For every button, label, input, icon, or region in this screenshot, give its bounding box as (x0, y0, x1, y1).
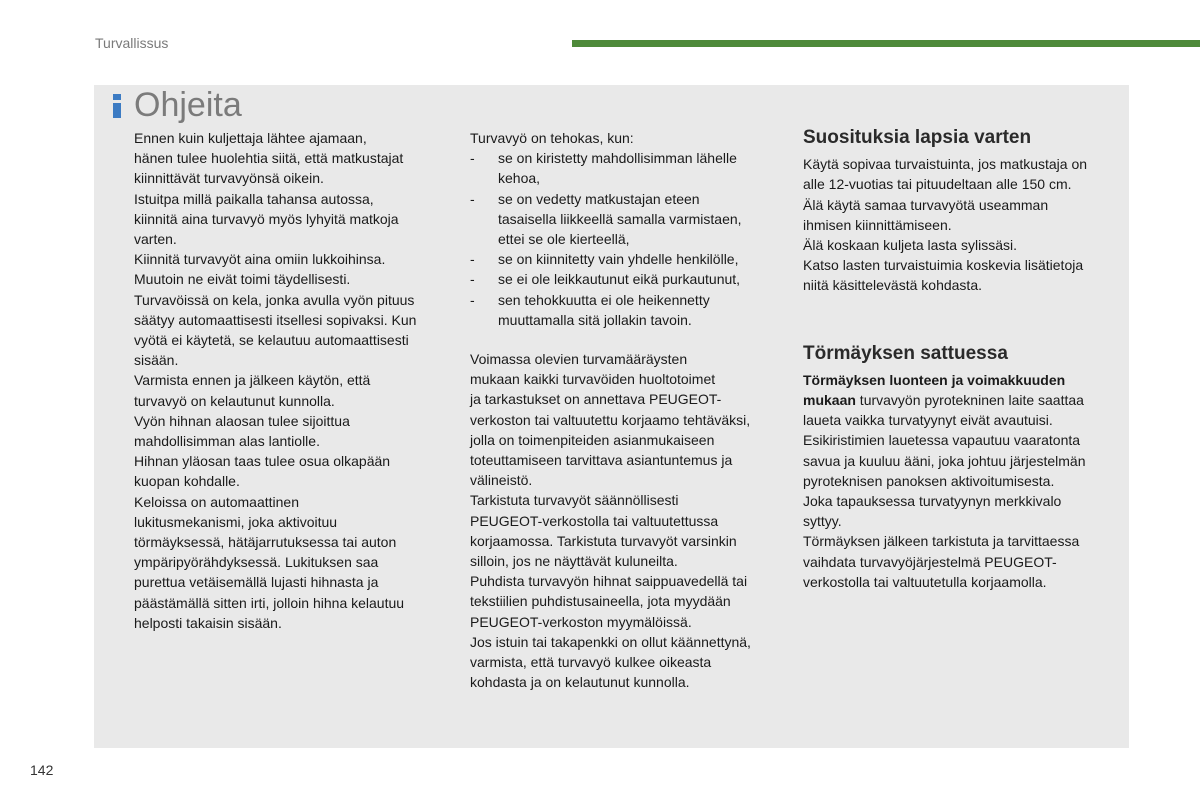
text-line: Joka tapauksessa turvatyynyn merkkivalo (803, 493, 1062, 510)
text-line: Älä koskaan kuljeta lasta sylissäsi. (803, 237, 1017, 254)
text-line: laueta vaikka turvatyynyt eivät avautuisi. (803, 412, 1053, 429)
text-line: Tarkistuta turvavyöt säännöllisesti (470, 492, 679, 509)
bold-text: mukaan (803, 392, 856, 409)
text-line: korjaamossa. Tarkistuta turvavyöt varsinkin (470, 532, 737, 549)
list-item (470, 148, 788, 188)
effectiveness-list (470, 148, 788, 330)
text-line: Voimassa olevien turvamääräysten (470, 351, 688, 368)
column-belt-care (470, 128, 788, 692)
text-line: savua ja kuuluu ääni, joka johtuu järjestelmän (803, 452, 1086, 469)
text-line: Hihnan yläosan taas tulee osua olkapään (134, 453, 391, 470)
text-line-mixed (803, 390, 1123, 410)
text-line: hänen tulee huolehtia siitä, että matkustajat (134, 150, 404, 167)
text-line: kiinnitä aina turvavyö myös lyhyitä matkoja (134, 210, 399, 227)
list-item-text: kehoa, (498, 170, 541, 187)
text-line: kuopan kohdalle. (134, 473, 240, 490)
list-item-text: sen tehokkuutta ei ole heikennetty (498, 291, 710, 308)
text-line: Vyön hihnan alaosan tulee sijoittua (134, 412, 350, 429)
text-line: verkoston tai valtuutettu korjaamo tehtäväksi, (470, 411, 751, 428)
text-line: silloin, jos ne näyttävät kuluneilta. (470, 553, 678, 570)
text-line: varten. (134, 231, 177, 248)
list-item-text: se on kiristetty mahdollisimman lähelle (498, 150, 737, 167)
text-line: kiinnittävät turvavyönsä oikein. (134, 170, 324, 187)
text-line: niitä käsittelevästä kohdasta. (803, 277, 982, 294)
text-line: Esikiristimien lauetessa vapautuu vaaratonta (803, 432, 1081, 449)
text-line: Törmäyksen jälkeen tarkistuta ja tarvittaessa (803, 533, 1080, 550)
list-item (470, 189, 788, 250)
list-item-text: muuttamalla sitä jollakin tavoin. (498, 311, 692, 328)
text-line: sisään. (134, 352, 179, 369)
text-line: mahdollisimman alas lantiolle. (134, 433, 320, 450)
text-line: tekstiilien puhdistusaineella, jota myydään (470, 593, 731, 610)
dash-bullet: - (470, 251, 475, 268)
column-general (134, 128, 454, 633)
list-item (470, 269, 788, 289)
page-number: 142 (30, 762, 54, 778)
text-line: Puhdista turvavyön hihnat saippuavedellä tai (470, 573, 748, 590)
text-line: varmista, että turvavyö kulkee oikeasta (470, 654, 712, 671)
text-line: Ennen kuin kuljettaja lähtee ajamaan, (134, 130, 367, 146)
text-line: Kiinnitä turvavyöt aina omiin lukkoihinsa. (134, 251, 386, 268)
text-line: purettua vetäisemällä lujasti hihnasta ja (134, 574, 379, 591)
text-line: ihmisen kiinnittämiseen. (803, 216, 952, 233)
text-line: Keloissa on automaattinen (134, 493, 299, 510)
text-line: pyroteknisen panoksen aktivoitumisesta. (803, 472, 1055, 489)
text-line: Jos istuin tai takapenkki on ollut käännettynä, (470, 633, 751, 650)
section-accent-bar (572, 40, 1200, 47)
page-title: Ohjeita (134, 86, 242, 124)
text-line: helposti takaisin sisään. (134, 614, 282, 631)
text-line: turvavyö on kelautunut kunnolla. (134, 392, 335, 409)
bold-text: Törmäyksen luonteen ja voimakkuuden (803, 371, 1066, 388)
list-item-text: se ei ole leikkautunut eikä purkautunut, (498, 271, 741, 288)
text-line: kohdasta ja on kelautunut kunnolla. (470, 674, 690, 691)
section-label: Turvallissus (95, 35, 169, 51)
column-children-and-crash (803, 128, 1123, 592)
text-line: vyötä ei käytetä, se kelautuu automaattisesti (134, 332, 409, 349)
text-line: Turvavöissä on kela, jonka avulla vyön pituus (134, 291, 415, 308)
list-intro: Turvavyö on tehokas, kun: (470, 130, 634, 146)
text-line: säätyy automaattisesti itsellesi sopivaksi. Kun (134, 311, 417, 328)
list-item-text: ettei se ole kierteellä, (498, 231, 630, 248)
text-span: turvavyön pyrotekninen laite saattaa (855, 392, 1084, 409)
text-line: Käytä sopivaa turvaistuinta, jos matkustaja on (803, 156, 1088, 173)
text-line: toteuttamiseen tarvittava asiantuntemus ja (470, 452, 733, 469)
text-line: PEUGEOT-verkoston myymälöissä. (470, 613, 692, 630)
text-line: jolla on toimenpiteiden asianmukaiseen (470, 431, 715, 448)
dash-bullet: - (470, 190, 475, 207)
dash-bullet: - (470, 150, 475, 167)
text-line: ympäripyörähdyksessä. Lukituksen saa (134, 554, 379, 571)
text-line: päästämällä sitten irti, jolloin hihna kelautuu (134, 594, 405, 611)
text-line: alle 12-vuotias tai pituudeltaan alle 150 cm. (803, 176, 1072, 193)
text-line: välineistö. (470, 472, 533, 489)
list-item-text: tasaisella liikkeellä samalla varmistaen, (498, 210, 742, 227)
info-icon (111, 94, 123, 118)
text-line: lukitusmekanismi, joka aktivoituu (134, 513, 338, 530)
text-line: ja tarkastukset on annettava PEUGEOT- (470, 391, 722, 408)
text-line: verkostolla tai valtuutetulla korjaamolla. (803, 573, 1047, 590)
section-heading-children: Suosituksia lapsia varten (803, 127, 1032, 148)
list-item (470, 249, 788, 269)
list-item-text: se on kiinnitetty vain yhdelle henkilölle, (498, 251, 739, 268)
text-line: mukaan kaikki turvavöiden huoltotoimet (470, 371, 716, 388)
text-line: Katso lasten turvaistuimia koskevia lisätietoja (803, 257, 1084, 274)
list-item (470, 290, 788, 330)
text-line: PEUGEOT-verkostolla tai valtuutettussa (470, 512, 719, 529)
dash-bullet: - (470, 291, 475, 308)
text-line: syttyy. (803, 513, 842, 530)
text-line: vaihdata turvavyöjärjestelmä PEUGEOT- (803, 553, 1057, 570)
text-line: Älä käytä samaa turvavyötä useamman (803, 196, 1049, 213)
text-line: Varmista ennen ja jälkeen käytön, että (134, 372, 371, 389)
list-item-text: se on vedetty matkustajan eteen (498, 190, 700, 207)
text-line: Istuitpa millä paikalla tahansa autossa, (134, 190, 374, 207)
text-line: Muutoin ne eivät toimi täydellisesti. (134, 271, 351, 288)
dash-bullet: - (470, 271, 475, 288)
section-heading-collision: Törmäyksen sattuessa (803, 342, 1008, 364)
text-line-bold (803, 370, 1123, 390)
text-line: törmäyksessä, hätäjarrutuksessa tai auton (134, 534, 397, 551)
